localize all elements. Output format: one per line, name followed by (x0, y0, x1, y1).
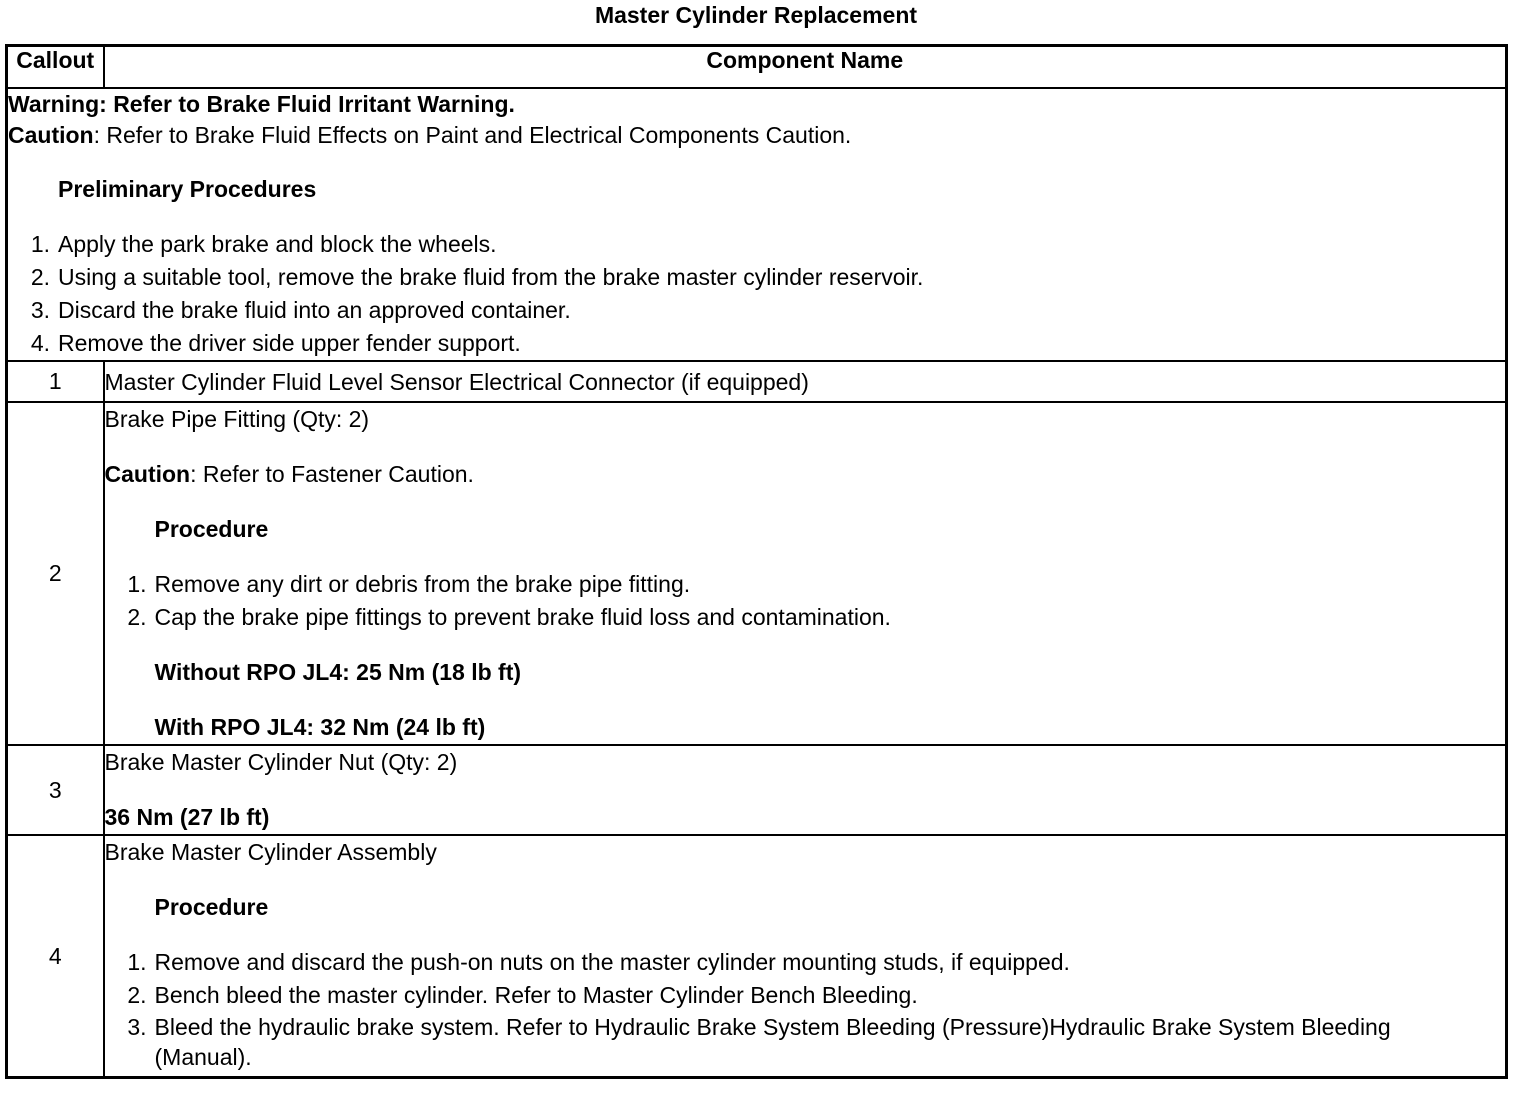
warning-label: Warning (8, 91, 100, 117)
step-number: 1. (30, 231, 50, 257)
caution-text: : Refer to Fastener Caution. (190, 461, 474, 487)
component-cell (104, 745, 1507, 835)
preliminary-procedures-heading: Preliminary Procedures (58, 176, 317, 202)
step-text: Apply the park brake and block the wheels. (58, 231, 497, 257)
step-text: Remove any dirt or debris from the brake pipe fitting. (154, 571, 691, 597)
list-item (105, 979, 1506, 1012)
step-number: 1. (127, 571, 147, 597)
step-text: Cap the brake pipe fittings to prevent brake fluid loss and contamination. (154, 604, 891, 630)
table-row (7, 835, 1507, 1078)
step-text: Remove and discard the push-on nuts on the master cylinder mounting studs, if equipped. (154, 949, 1070, 975)
component-name: Brake Pipe Fitting (Qty: 2) (104, 406, 370, 432)
list-item (105, 1012, 1506, 1072)
component-name: Master Cylinder Fluid Level Sensor Electrical Connector (if equipped) (104, 369, 809, 395)
warning-text: : Refer to Brake Fluid Irritant Warning. (99, 91, 515, 117)
intro-cell (7, 88, 1507, 361)
list-item (8, 261, 1505, 294)
intro-row (7, 88, 1507, 361)
caution-text: : Refer to Brake Fluid Effects on Paint and Electrical Components Caution. (93, 122, 852, 148)
list-item (8, 228, 1505, 261)
list-item (105, 568, 1506, 601)
caution-line (105, 458, 1506, 491)
table-row (7, 745, 1507, 835)
step-text: Bleed the hydraulic brake system. Refer to Hydraulic Brake System Bleeding (Pressure)Hydraulic Brake System Bleeding (Manual). (154, 1014, 1391, 1070)
callout-cell: 1 (7, 361, 104, 402)
step-text: Bench bleed the master cylinder. Refer to Master Cylinder Bench Bleeding. (154, 982, 918, 1008)
component-cell (104, 835, 1507, 1078)
preliminary-steps-list (8, 228, 1505, 360)
table-row (7, 402, 1507, 745)
step-number: 3. (127, 1014, 147, 1040)
component-name: Brake Master Cylinder Nut (Qty: 2) (104, 749, 458, 775)
caution-line (8, 120, 1505, 151)
list-item (8, 294, 1505, 327)
page-title: Master Cylinder Replacement (594, 2, 918, 28)
table-header-row (7, 46, 1507, 89)
step-number: 1. (127, 949, 147, 975)
callout-header: Callout (7, 46, 104, 89)
warning-line (8, 89, 1505, 120)
procedure-steps-list (105, 946, 1506, 1072)
step-number: 4. (30, 330, 50, 356)
step-number: 2. (30, 264, 50, 290)
torque-spec: 36 Nm (27 lb ft) (104, 804, 270, 830)
list-item (105, 946, 1506, 979)
step-number: 3. (30, 297, 50, 323)
procedure-heading: Procedure (154, 894, 269, 920)
step-number: 2. (127, 604, 147, 630)
list-item (8, 327, 1505, 360)
step-text: Using a suitable tool, remove the brake fluid from the brake master cylinder reservoir. (58, 264, 924, 290)
caution-label: Caution (104, 461, 191, 487)
procedure-heading: Procedure (154, 516, 269, 542)
callout-cell: 2 (7, 402, 104, 745)
component-name: Brake Master Cylinder Assembly (104, 839, 437, 865)
step-text: Remove the driver side upper fender support. (58, 330, 521, 356)
step-number: 2. (127, 982, 147, 1008)
procedure-steps-list (105, 568, 1506, 634)
procedure-table (5, 44, 1508, 1079)
torque-spec-with-jl4: With RPO JL4: 32 Nm (24 lb ft) (154, 714, 486, 740)
component-name-header: Component Name (104, 46, 1507, 89)
component-cell (104, 361, 1507, 402)
table-row (7, 361, 1507, 402)
callout-cell: 4 (7, 835, 104, 1078)
component-cell (104, 402, 1507, 745)
list-item (105, 601, 1506, 634)
callout-cell: 3 (7, 745, 104, 835)
caution-label: Caution (8, 122, 94, 148)
torque-spec-without-jl4: Without RPO JL4: 25 Nm (18 lb ft) (154, 659, 522, 685)
step-text: Discard the brake fluid into an approved container. (58, 297, 571, 323)
